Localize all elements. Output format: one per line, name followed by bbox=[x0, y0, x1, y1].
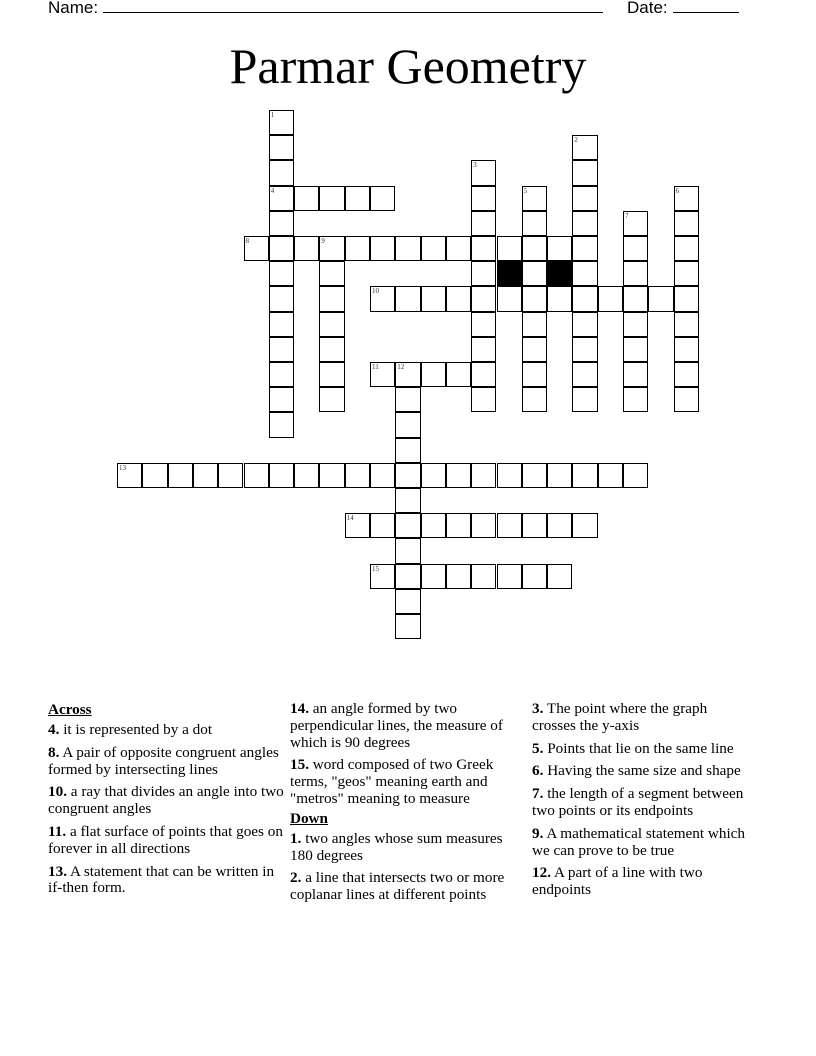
grid-cell[interactable] bbox=[522, 513, 547, 538]
cell-number: 11 bbox=[372, 363, 379, 371]
grid-cell[interactable] bbox=[623, 387, 648, 412]
grid-cell[interactable] bbox=[547, 513, 572, 538]
grid-cell[interactable] bbox=[572, 236, 597, 261]
cell-number: 5 bbox=[523, 186, 528, 195]
grid-cell[interactable] bbox=[471, 236, 496, 261]
grid-cell[interactable] bbox=[269, 463, 294, 488]
clues-column-1 bbox=[48, 701, 284, 903]
grid-cell[interactable] bbox=[623, 261, 648, 286]
grid-cell[interactable] bbox=[319, 186, 344, 211]
grid-cell[interactable] bbox=[572, 312, 597, 337]
grid-cell[interactable] bbox=[269, 387, 294, 412]
grid-cell[interactable] bbox=[497, 463, 522, 488]
clue-across-14: 14. an angle formed by two perpendicular lines, the measure of which is 90 degrees bbox=[290, 700, 503, 751]
grid-cell[interactable] bbox=[471, 261, 496, 286]
grid-cell[interactable] bbox=[471, 312, 496, 337]
grid-cell[interactable] bbox=[370, 463, 395, 488]
grid-cell[interactable] bbox=[572, 261, 597, 286]
grid-cell[interactable] bbox=[421, 463, 446, 488]
grid-cell[interactable] bbox=[319, 463, 344, 488]
grid-cell[interactable] bbox=[572, 513, 597, 538]
grid-cell[interactable] bbox=[623, 236, 648, 261]
cell-number: 12 bbox=[397, 363, 405, 371]
down-heading: Down bbox=[290, 809, 328, 827]
name-label: Name: bbox=[48, 0, 99, 17]
grid-cell[interactable] bbox=[674, 387, 699, 412]
grid-cell[interactable] bbox=[623, 463, 648, 488]
grid-cell[interactable] bbox=[471, 211, 496, 236]
grid-cell[interactable] bbox=[547, 236, 572, 261]
grid-cell[interactable] bbox=[674, 236, 699, 261]
grid-cell[interactable] bbox=[269, 211, 294, 236]
cell-number: 4 bbox=[270, 186, 275, 195]
grid-cell[interactable] bbox=[446, 286, 471, 311]
grid-cell[interactable] bbox=[269, 337, 294, 362]
grid-cell[interactable] bbox=[395, 488, 420, 513]
grid-cell[interactable] bbox=[218, 463, 243, 488]
grid-cell[interactable] bbox=[269, 236, 294, 261]
grid-cell[interactable] bbox=[522, 564, 547, 589]
cell-number: 10 bbox=[372, 287, 379, 296]
grid-cell[interactable] bbox=[395, 463, 420, 488]
grid-cell[interactable] bbox=[471, 362, 496, 387]
clues-column-2 bbox=[290, 701, 526, 910]
grid-cell[interactable] bbox=[294, 186, 319, 211]
grid-cell[interactable] bbox=[395, 286, 420, 311]
grid-cell[interactable] bbox=[421, 513, 446, 538]
black-cell bbox=[497, 261, 522, 286]
cell-number: 1 bbox=[270, 111, 275, 119]
grid-cell[interactable] bbox=[674, 312, 699, 337]
grid-cell[interactable] bbox=[294, 463, 319, 488]
grid-cell[interactable] bbox=[269, 135, 294, 160]
cell-number: 13 bbox=[119, 463, 126, 472]
grid-cell[interactable] bbox=[572, 135, 597, 160]
grid-cell[interactable] bbox=[598, 463, 623, 488]
grid-cell[interactable] bbox=[395, 538, 420, 563]
grid-cell[interactable] bbox=[547, 564, 572, 589]
clue-down-12: 12. A part of a line with two endpoints bbox=[532, 864, 703, 899]
cell-number: 8 bbox=[245, 237, 249, 245]
clue-across-10: 10. a ray that divides an angle into two congruent angles bbox=[48, 783, 284, 818]
grid-cell[interactable] bbox=[269, 160, 294, 185]
grid-cell[interactable] bbox=[370, 564, 395, 589]
grid-cell[interactable] bbox=[319, 236, 344, 261]
grid-cell[interactable] bbox=[345, 236, 370, 261]
grid-cell[interactable] bbox=[421, 564, 446, 589]
grid-cell[interactable] bbox=[370, 286, 395, 311]
grid-cell[interactable] bbox=[572, 463, 597, 488]
date-label: Date: bbox=[627, 0, 668, 17]
grid-cell[interactable] bbox=[395, 589, 420, 614]
grid-cell[interactable] bbox=[395, 564, 420, 589]
clue-down-6: 6. Having the same size and shape bbox=[532, 762, 741, 780]
grid-cell[interactable] bbox=[522, 236, 547, 261]
cell-number: 2 bbox=[574, 136, 578, 145]
grid-cell[interactable] bbox=[572, 387, 597, 412]
grid-cell[interactable] bbox=[117, 463, 142, 488]
cell-number: 3 bbox=[473, 161, 477, 170]
grid-cell[interactable] bbox=[522, 387, 547, 412]
clue-down-9: 9. A mathematical statement which we can prove to be true bbox=[532, 824, 745, 859]
grid-cell[interactable] bbox=[345, 186, 370, 211]
grid-cell[interactable] bbox=[572, 186, 597, 211]
grid-cell[interactable] bbox=[674, 261, 699, 286]
grid-cell[interactable] bbox=[674, 362, 699, 387]
grid-cell[interactable] bbox=[421, 286, 446, 311]
grid-cell[interactable] bbox=[522, 337, 547, 362]
page-title: Parmar Geometry bbox=[229, 38, 587, 94]
grid-cell[interactable] bbox=[345, 513, 370, 538]
grid-cell[interactable] bbox=[269, 362, 294, 387]
grid-cell[interactable] bbox=[370, 236, 395, 261]
grid-cell[interactable] bbox=[421, 362, 446, 387]
grid-cell[interactable] bbox=[547, 463, 572, 488]
grid-cell[interactable] bbox=[395, 614, 420, 639]
grid-cell[interactable] bbox=[446, 236, 471, 261]
grid-cell[interactable] bbox=[522, 186, 547, 211]
grid-cell[interactable] bbox=[522, 463, 547, 488]
grid-cell[interactable] bbox=[572, 160, 597, 185]
grid-cell[interactable] bbox=[471, 286, 496, 311]
grid-cell[interactable] bbox=[168, 463, 193, 488]
grid-cell[interactable] bbox=[446, 513, 471, 538]
grid-cell[interactable] bbox=[623, 211, 648, 236]
grid-cell[interactable] bbox=[370, 362, 395, 387]
grid-cell[interactable] bbox=[471, 160, 496, 185]
cell-number: 7 bbox=[625, 211, 629, 220]
grid-cell[interactable] bbox=[193, 463, 218, 488]
grid-cell[interactable] bbox=[674, 186, 699, 211]
grid-cell[interactable] bbox=[598, 286, 623, 311]
clue-across-4: 4. it is represented by a dot bbox=[48, 721, 213, 738]
grid-cell[interactable] bbox=[547, 286, 572, 311]
grid-cell[interactable] bbox=[319, 312, 344, 337]
grid-cell[interactable] bbox=[572, 337, 597, 362]
grid-cell[interactable] bbox=[623, 337, 648, 362]
clue-down-2: 2. a line that intersects two or more coplanar lines at different points bbox=[290, 869, 505, 904]
cell-number: 9 bbox=[321, 237, 325, 245]
grid-cell[interactable] bbox=[572, 362, 597, 387]
grid-cell[interactable] bbox=[319, 261, 344, 286]
grid-cell[interactable] bbox=[674, 211, 699, 236]
grid-cell[interactable] bbox=[269, 186, 294, 211]
grid-cell[interactable] bbox=[244, 463, 269, 488]
clue-across-11: 11. a flat surface of points that goes on forever in all directions bbox=[48, 822, 283, 857]
cell-number: 6 bbox=[675, 186, 680, 195]
grid-cell[interactable] bbox=[471, 186, 496, 211]
grid-cell[interactable] bbox=[471, 513, 496, 538]
grid-cell[interactable] bbox=[244, 236, 269, 261]
grid-cell[interactable] bbox=[345, 463, 370, 488]
grid-cell[interactable] bbox=[446, 463, 471, 488]
grid-cell[interactable] bbox=[572, 211, 597, 236]
grid-cell[interactable] bbox=[446, 362, 471, 387]
grid-cell[interactable] bbox=[522, 312, 547, 337]
grid-cell[interactable] bbox=[674, 286, 699, 311]
grid-cell[interactable] bbox=[522, 362, 547, 387]
grid-cell[interactable] bbox=[319, 387, 344, 412]
grid-cell[interactable] bbox=[522, 286, 547, 311]
grid-cell[interactable] bbox=[319, 337, 344, 362]
grid-cell[interactable] bbox=[370, 186, 395, 211]
grid-cell[interactable] bbox=[421, 236, 446, 261]
grid-cell[interactable] bbox=[395, 236, 420, 261]
grid-cell[interactable] bbox=[623, 286, 648, 311]
grid-cell[interactable] bbox=[370, 513, 395, 538]
clue-across-13: 13. A statement that can be written in if-then form. bbox=[48, 862, 275, 897]
grid-cell[interactable] bbox=[471, 463, 496, 488]
grid-cell[interactable] bbox=[623, 312, 648, 337]
clue-down-1: 1. two angles whose sum measures 180 degrees bbox=[290, 829, 503, 864]
clues-column-3 bbox=[532, 701, 752, 905]
grid-cell[interactable] bbox=[623, 362, 648, 387]
grid-cell[interactable] bbox=[497, 286, 522, 311]
grid-cell[interactable] bbox=[648, 286, 673, 311]
grid-cell[interactable] bbox=[395, 438, 420, 463]
grid-cell[interactable] bbox=[269, 110, 294, 135]
grid-cell[interactable] bbox=[572, 286, 597, 311]
grid-cell[interactable] bbox=[269, 312, 294, 337]
grid-cell[interactable] bbox=[395, 412, 420, 437]
grid-cell[interactable] bbox=[319, 362, 344, 387]
grid-cell[interactable] bbox=[319, 286, 344, 311]
grid-cell[interactable] bbox=[471, 564, 496, 589]
clue-across-15: 15. word composed of two Greek terms, "geos" meaning earth and "metros" meaning to measure bbox=[290, 756, 494, 807]
black-cell bbox=[547, 261, 572, 286]
across-heading: Across bbox=[48, 701, 92, 718]
grid-cell[interactable] bbox=[674, 337, 699, 362]
clue-down-7: 7. the length of a segment between two points or its endpoints bbox=[532, 785, 744, 819]
grid-cell[interactable] bbox=[294, 236, 319, 261]
clue-across-8: 8. A pair of opposite congruent angles formed by intersecting lines bbox=[48, 743, 279, 778]
grid-cell[interactable] bbox=[497, 564, 522, 589]
grid-cell[interactable] bbox=[269, 286, 294, 311]
cell-number: 14 bbox=[346, 514, 354, 523]
grid-cell[interactable] bbox=[522, 261, 547, 286]
grid-cell[interactable] bbox=[395, 513, 420, 538]
grid-cell[interactable] bbox=[269, 261, 294, 286]
clue-down-3: 3. The point where the graph crosses the y-axis bbox=[532, 700, 708, 734]
grid-cell[interactable] bbox=[446, 564, 471, 589]
grid-cell[interactable] bbox=[522, 211, 547, 236]
clue-down-5: 5. Points that lie on the same line bbox=[532, 739, 734, 757]
grid-cell[interactable] bbox=[395, 362, 420, 387]
grid-cell[interactable] bbox=[471, 337, 496, 362]
grid-cell[interactable] bbox=[142, 463, 167, 488]
grid-cell[interactable] bbox=[269, 412, 294, 437]
grid-cell[interactable] bbox=[471, 387, 496, 412]
grid-cell[interactable] bbox=[497, 513, 522, 538]
grid-cell[interactable] bbox=[497, 236, 522, 261]
grid-cell[interactable] bbox=[395, 387, 420, 412]
cell-number: 15 bbox=[372, 564, 379, 573]
